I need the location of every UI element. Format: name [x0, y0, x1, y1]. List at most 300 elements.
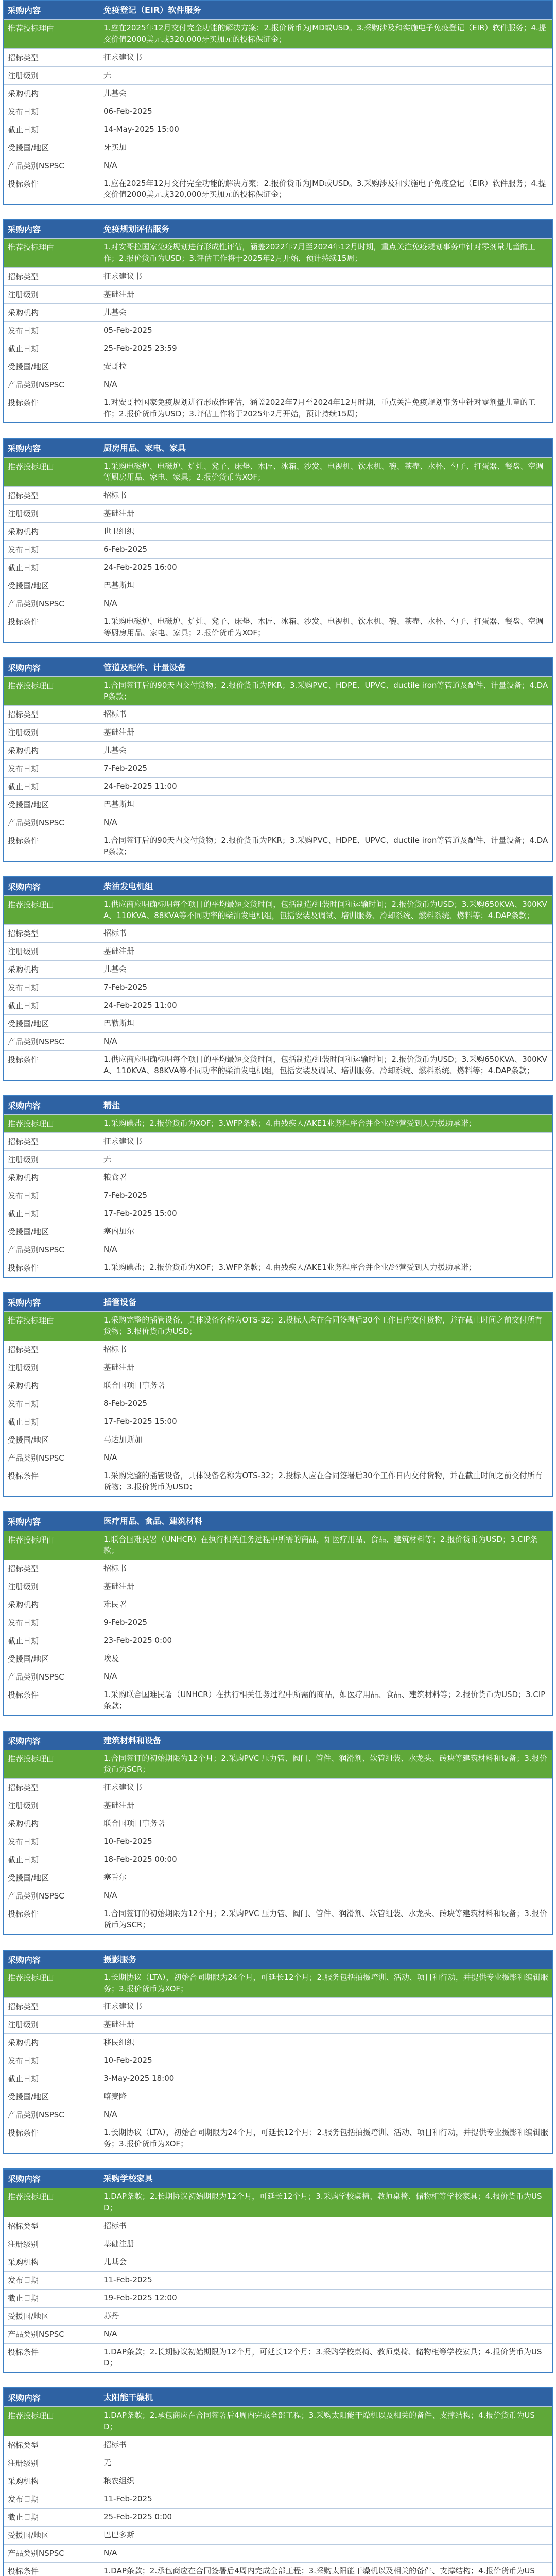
- content-value: 建筑材料和设备: [103, 1735, 162, 1745]
- category-row: [4, 157, 552, 175]
- category-value: N/A: [103, 379, 117, 389]
- type-row: [4, 267, 552, 285]
- level-label: 注册级别: [4, 67, 99, 84]
- content-row: [4, 439, 552, 457]
- published-label: 发布日期: [4, 2490, 99, 2508]
- content-row: [4, 1293, 552, 1311]
- procurement-record: [3, 219, 553, 423]
- reason-label: 推荐投标理由: [4, 1312, 99, 1341]
- published-row: [4, 321, 552, 340]
- level-value: 基础注册: [103, 727, 135, 737]
- region-value: 巴巴多斯: [103, 2530, 135, 2539]
- reason-row: [4, 1531, 552, 1560]
- type-row: [4, 1560, 552, 1578]
- region-row: [4, 795, 552, 814]
- level-label: 注册级别: [4, 505, 99, 522]
- level-row: [4, 285, 552, 303]
- level-label: 注册级别: [4, 1797, 99, 1815]
- type-row: [4, 705, 552, 723]
- content-value: 采购学校家具: [103, 2173, 153, 2183]
- procurement-record: [3, 2168, 553, 2373]
- region-label: 受援国/地区: [4, 358, 99, 376]
- org-label: 采购机构: [4, 85, 99, 103]
- org-label: 采购机构: [4, 2034, 99, 2052]
- deadline-value: 24-Feb-2025 16:00: [103, 563, 177, 572]
- level-label: 注册级别: [4, 286, 99, 303]
- category-row: [4, 2106, 552, 2124]
- reason-row: [4, 238, 552, 267]
- content-label: 采购内容: [4, 2388, 99, 2406]
- level-row: [4, 723, 552, 741]
- terms-label: 投标条件: [4, 1467, 99, 1496]
- org-row: [4, 960, 552, 978]
- reason-label: 推荐投标理由: [4, 1750, 99, 1779]
- region-value: 埃及: [103, 1654, 119, 1663]
- org-row: [4, 2033, 552, 2052]
- region-value: 巴基斯坦: [103, 800, 135, 809]
- category-row: [4, 814, 552, 832]
- terms-row: [4, 175, 552, 204]
- content-label: 采购内容: [4, 220, 99, 238]
- org-label: 采购机构: [4, 2472, 99, 2490]
- procurement-record: [3, 1292, 553, 1497]
- org-value: 世卫组织: [103, 527, 135, 536]
- level-value: 基础注册: [103, 1801, 135, 1810]
- published-row: [4, 103, 552, 121]
- published-label: 发布日期: [4, 103, 99, 121]
- content-label: 采购内容: [4, 877, 99, 895]
- deadline-value: 25-Feb-2025 23:59: [103, 343, 177, 353]
- reason-value: 1.采购完整的插管设备，具体设备名称为OTS-32；2.投标人应在合同签署后30个工作日内交付货物，并在截止时间之前交付所有货物；3.报价货币为USD；: [103, 1315, 543, 1336]
- category-label: 产品类别NSPSC: [4, 1241, 99, 1259]
- region-label: 受援国/地区: [4, 2088, 99, 2106]
- content-row: [4, 220, 552, 238]
- category-label: 产品类别NSPSC: [4, 376, 99, 394]
- deadline-row: [4, 1632, 552, 1650]
- terms-row: [4, 1050, 552, 1080]
- published-row: [4, 978, 552, 996]
- type-label: 招标类型: [4, 268, 99, 285]
- level-row: [4, 1797, 552, 1815]
- terms-value: 1.长期协议（LTA），初始合同期限为24个月，可延长12个月；2.服务包括拍摄培训、活动、项目和行动，并提供专业摄影和编辑服务；3.报价货币为XOF；: [103, 2128, 548, 2149]
- level-value: 基础注册: [103, 509, 135, 518]
- level-label: 注册级别: [4, 1359, 99, 1377]
- deadline-row: [4, 996, 552, 1014]
- content-label: 采购内容: [4, 1293, 99, 1311]
- category-value: N/A: [103, 818, 117, 827]
- deadline-row: [4, 1851, 552, 1869]
- org-row: [4, 1815, 552, 1833]
- type-row: [4, 2217, 552, 2235]
- reason-label: 推荐投标理由: [4, 677, 99, 706]
- type-value: 征求建议书: [103, 271, 143, 281]
- terms-value: 1.DAP条款；2.承包商应在合同签署后4周内完成全部工程；3.采购太阳能干燥机以及相关的备件、支撑结构；4.报价货币为US: [103, 2566, 535, 2575]
- published-value: 9-Feb-2025: [103, 1618, 148, 1627]
- published-value: 7-Feb-2025: [103, 1191, 148, 1200]
- terms-label: 投标条件: [4, 613, 99, 642]
- terms-row: [4, 2562, 552, 2576]
- content-row: [4, 1096, 552, 1114]
- type-row: [4, 924, 552, 942]
- deadline-value: 17-Feb-2025 15:00: [103, 1209, 177, 1218]
- deadline-row: [4, 121, 552, 139]
- deadline-value: 24-Feb-2025 11:00: [103, 782, 177, 791]
- published-row: [4, 540, 552, 558]
- content-value: 太阳能干燥机: [103, 2393, 153, 2403]
- level-value: 基础注册: [103, 2020, 135, 2029]
- region-label: 受援国/地区: [4, 1223, 99, 1241]
- org-row: [4, 741, 552, 759]
- published-value: 7-Feb-2025: [103, 982, 148, 992]
- procurement-record: [3, 1511, 553, 1716]
- published-label: 发布日期: [4, 1395, 99, 1413]
- reason-value: 1.合同签订的初始期限为12个月；2.采购PVC 压力管、阀门、管件、润滑剂、软管组装、水龙头、砖块等建筑材料和设备；3.报价货币为SCR；: [103, 1753, 547, 1774]
- category-row: [4, 376, 552, 394]
- org-value: 儿基会: [103, 307, 127, 317]
- deadline-label: 截止日期: [4, 340, 99, 358]
- category-row: [4, 1032, 552, 1050]
- content-value: 免疫登记（EIR）软件服务: [103, 5, 201, 15]
- procurement-record: [3, 0, 553, 205]
- category-value: N/A: [103, 2110, 117, 2120]
- reason-row: [4, 676, 552, 706]
- level-label: 注册级别: [4, 2235, 99, 2253]
- region-label: 受援国/地区: [4, 1869, 99, 1887]
- deadline-label: 截止日期: [4, 121, 99, 139]
- reason-value: 1.DAP条款；2.长期协议初始期限为12个月，可延长12个月；3.采购学校桌椅、教师桌椅、储物柜等学校家具；4.报价货币为USD；: [103, 2192, 542, 2212]
- type-value: 招标书: [103, 928, 127, 938]
- published-value: 6-Feb-2025: [103, 545, 148, 554]
- level-row: [4, 66, 552, 84]
- level-label: 注册级别: [4, 1151, 99, 1168]
- published-value: 10-Feb-2025: [103, 1837, 152, 1846]
- category-row: [4, 595, 552, 613]
- region-value: 安哥拉: [103, 361, 127, 371]
- type-label: 招标类型: [4, 1998, 99, 2015]
- level-row: [4, 1578, 552, 1596]
- region-value: 巴勒斯坦: [103, 1019, 135, 1028]
- type-value: 征求建议书: [103, 52, 143, 62]
- terms-value: 1.应在2025年12月交付完全功能的解决方案；2.报价货币为JMD或USD。3.采购涉及和实施电子免疫登记（EIR）软件服务；4.提交价值2000美元或320,000牙买加元的投标保证金；: [103, 178, 546, 199]
- reason-row: [4, 2188, 552, 2217]
- terms-value: 1.采购完整的插管设备，具体设备名称为OTS-32；2.投标人应在合同签署后30个工作日内交付货物，并在截止时间之前交付所有货物；3.报价货币为USD；: [103, 1470, 543, 1492]
- procurement-record: [3, 657, 553, 862]
- type-value: 招标书: [103, 2221, 127, 2230]
- published-row: [4, 2490, 552, 2508]
- region-label: 受援国/地区: [4, 1015, 99, 1032]
- deadline-value: 14-May-2025 15:00: [103, 124, 179, 134]
- content-label: 采购内容: [4, 439, 99, 457]
- type-value: 征求建议书: [103, 1783, 143, 1792]
- category-row: [4, 1241, 552, 1259]
- org-row: [4, 2472, 552, 2490]
- procurement-record: [3, 438, 553, 642]
- org-value: 粮食署: [103, 1173, 127, 1182]
- published-row: [4, 1395, 552, 1413]
- region-label: 受援国/地区: [4, 577, 99, 595]
- published-value: 11-Feb-2025: [103, 2494, 152, 2503]
- reason-label: 推荐投标理由: [4, 2188, 99, 2217]
- published-row: [4, 1833, 552, 1851]
- content-row: [4, 1732, 552, 1750]
- region-label: 受援国/地区: [4, 1431, 99, 1449]
- reason-label: 推荐投标理由: [4, 896, 99, 925]
- region-label: 受援国/地区: [4, 796, 99, 814]
- type-label: 招标类型: [4, 487, 99, 504]
- terms-label: 投标条件: [4, 175, 99, 204]
- terms-row: [4, 1905, 552, 1934]
- reason-value: 1.长期协议（LTA），初始合同期限为24个月，可延长12个月；2.服务包括拍摄培训、活动、项目和行动，并提供专业摄影和编辑服务；3.报价货币为XOF；: [103, 1972, 548, 1993]
- deadline-label: 截止日期: [4, 2509, 99, 2526]
- content-row: [4, 1, 552, 19]
- type-value: 招标书: [103, 1344, 127, 1354]
- terms-value: 1.对安哥拉国家免疫规划进行形成性评估，涵盖2022年7月至2024年12月时期，重点关注免疫规划事务中针对零剂量儿童的工作；2.报价货币为USD；3.评估工作将于2025年2月开始，预计持续15周；: [103, 397, 536, 418]
- level-value: 基础注册: [103, 289, 135, 299]
- terms-label: 投标条件: [4, 1259, 99, 1277]
- region-value: 喀麦隆: [103, 2092, 127, 2102]
- org-row: [4, 522, 552, 540]
- deadline-row: [4, 2289, 552, 2307]
- type-label: 招标类型: [4, 706, 99, 723]
- org-row: [4, 1168, 552, 1187]
- content-label: 采购内容: [4, 1096, 99, 1114]
- org-value: 儿基会: [103, 964, 127, 974]
- procurement-record: [3, 876, 553, 1081]
- level-row: [4, 2015, 552, 2033]
- published-value: 8-Feb-2025: [103, 1398, 148, 1408]
- org-row: [4, 1377, 552, 1395]
- type-row: [4, 1341, 552, 1359]
- type-label: 招标类型: [4, 2217, 99, 2235]
- published-value: 05-Feb-2025: [103, 325, 152, 335]
- category-value: N/A: [103, 1891, 117, 1901]
- published-label: 发布日期: [4, 2052, 99, 2070]
- category-label: 产品类别NSPSC: [4, 595, 99, 613]
- published-label: 发布日期: [4, 1187, 99, 1205]
- category-label: 产品类别NSPSC: [4, 1887, 99, 1905]
- region-row: [4, 2088, 552, 2106]
- content-value: 柴油发电机组: [103, 881, 153, 891]
- terms-label: 投标条件: [4, 2563, 99, 2576]
- deadline-label: 截止日期: [4, 1851, 99, 1869]
- org-value: 儿基会: [103, 88, 127, 98]
- type-label: 招标类型: [4, 1560, 99, 1578]
- region-value: 巴基斯坦: [103, 581, 135, 590]
- terms-label: 投标条件: [4, 1686, 99, 1715]
- published-row: [4, 759, 552, 777]
- region-value: 马达加斯加: [103, 1434, 143, 1444]
- reason-row: [4, 19, 552, 48]
- type-label: 招标类型: [4, 49, 99, 66]
- published-value: 10-Feb-2025: [103, 2056, 152, 2065]
- published-row: [4, 1187, 552, 1205]
- published-label: 发布日期: [4, 322, 99, 340]
- deadline-label: 截止日期: [4, 997, 99, 1014]
- deadline-label: 截止日期: [4, 1413, 99, 1431]
- content-label: 采购内容: [4, 1732, 99, 1750]
- content-value: 厨房用品、家电、家具: [103, 443, 186, 453]
- type-value: 招标书: [103, 1564, 127, 1573]
- org-value: 移民组织: [103, 2038, 135, 2047]
- type-row: [4, 1132, 552, 1150]
- terms-row: [4, 1259, 552, 1277]
- level-value: 基础注册: [103, 1362, 135, 1372]
- category-row: [4, 1668, 552, 1686]
- level-value: 基础注册: [103, 1582, 135, 1591]
- reason-value: 1.采购碘盐；2.报价货币为XOF；3.WFP条款；4.由残疾人/AKE1业务程序合并企业/经营受到人力援助承诺；: [103, 1118, 476, 1128]
- content-value: 精盐: [103, 1100, 120, 1110]
- region-row: [4, 358, 552, 376]
- org-label: 采购机构: [4, 1596, 99, 1614]
- type-row: [4, 1997, 552, 2015]
- deadline-row: [4, 2508, 552, 2526]
- published-row: [4, 2271, 552, 2289]
- type-row: [4, 486, 552, 504]
- terms-row: [4, 832, 552, 861]
- reason-label: 推荐投标理由: [4, 239, 99, 267]
- level-row: [4, 1150, 552, 1168]
- org-value: 儿基会: [103, 2257, 127, 2266]
- org-label: 采购机构: [4, 1377, 99, 1395]
- region-value: 塞舌尔: [103, 1873, 127, 1883]
- content-label: 采购内容: [4, 658, 99, 676]
- published-label: 发布日期: [4, 541, 99, 558]
- terms-label: 投标条件: [4, 832, 99, 861]
- reason-value: 1.联合国难民署（UNHCR）在执行相关任务过程中所需的商品，如医疗用品、食品、建筑材料等；2.报价货币为USD；3.CIP条款；: [103, 1534, 538, 1555]
- region-row: [4, 1869, 552, 1887]
- reason-row: [4, 1750, 552, 1779]
- level-label: 注册级别: [4, 724, 99, 741]
- content-value: 管道及配件、计量设备: [103, 662, 186, 672]
- category-label: 产品类别NSPSC: [4, 2106, 99, 2124]
- category-row: [4, 2544, 552, 2562]
- category-row: [4, 1887, 552, 1905]
- deadline-row: [4, 1413, 552, 1431]
- terms-value: 1.合同签订后的90天内交付货物；2.报价货币为PKR；3.采购PVC、HDPE、UPVC、ductile iron等管道及配件、计量设备；4.DAP条款；: [103, 836, 548, 856]
- level-row: [4, 1359, 552, 1377]
- org-label: 采购机构: [4, 742, 99, 759]
- level-value: 无: [103, 2458, 112, 2467]
- reason-value: 1.对安哥拉国家免疫规划进行形成性评估，涵盖2022年7月至2024年12月时期，重点关注免疫规划事务中针对零剂量儿童的工作；2.报价货币为USD；3.评估工作将于2025年2月开始，预计持续15周；: [103, 242, 536, 263]
- terms-row: [4, 1467, 552, 1496]
- category-label: 产品类别NSPSC: [4, 1449, 99, 1467]
- region-label: 受援国/地区: [4, 2308, 99, 2325]
- region-row: [4, 2307, 552, 2325]
- type-value: 征求建议书: [103, 1137, 143, 1146]
- deadline-label: 截止日期: [4, 778, 99, 795]
- procurement-record: [3, 2387, 553, 2576]
- deadline-row: [4, 340, 552, 358]
- type-label: 招标类型: [4, 2436, 99, 2454]
- region-row: [4, 1650, 552, 1668]
- terms-label: 投标条件: [4, 2124, 99, 2153]
- reason-label: 推荐投标理由: [4, 1115, 99, 1132]
- category-value: N/A: [103, 1452, 117, 1462]
- terms-row: [4, 2124, 552, 2153]
- deadline-row: [4, 2070, 552, 2088]
- reason-label: 推荐投标理由: [4, 2407, 99, 2436]
- category-label: 产品类别NSPSC: [4, 2545, 99, 2562]
- deadline-value: 18-Feb-2025 00:00: [103, 1855, 177, 1865]
- deadline-row: [4, 558, 552, 577]
- published-label: 发布日期: [4, 1614, 99, 1632]
- category-row: [4, 1449, 552, 1467]
- category-value: N/A: [103, 599, 117, 608]
- category-label: 产品类别NSPSC: [4, 814, 99, 832]
- org-label: 采购机构: [4, 1169, 99, 1187]
- level-label: 注册级别: [4, 2454, 99, 2472]
- region-label: 受援国/地区: [4, 139, 99, 157]
- level-label: 注册级别: [4, 1578, 99, 1596]
- org-value: 粮农组织: [103, 2476, 135, 2485]
- org-row: [4, 2253, 552, 2271]
- category-value: N/A: [103, 160, 117, 170]
- org-value: 儿基会: [103, 745, 127, 755]
- org-label: 采购机构: [4, 961, 99, 978]
- level-row: [4, 504, 552, 522]
- region-row: [4, 2526, 552, 2544]
- org-label: 采购机构: [4, 523, 99, 540]
- deadline-label: 截止日期: [4, 1632, 99, 1650]
- region-row: [4, 1014, 552, 1032]
- reason-label: 推荐投标理由: [4, 1969, 99, 1998]
- level-row: [4, 2235, 552, 2253]
- content-row: [4, 877, 552, 895]
- terms-label: 投标条件: [4, 2344, 99, 2372]
- reason-value: 1.合同签订后的90天内交付货物；2.报价货币为PKR；3.采购PVC、HDPE、UPVC、ductile iron等管道及配件、计量设备；4.DAP条款；: [103, 680, 548, 701]
- published-label: 发布日期: [4, 979, 99, 996]
- terms-value: 1.合同签订的初始期限为12个月；2.采购PVC 压力管、阀门、管件、润滑剂、软管组装、水龙头、砖块等建筑材料和设备；3.报价货币为SCR；: [103, 1909, 547, 1929]
- content-row: [4, 1951, 552, 1969]
- deadline-label: 截止日期: [4, 2070, 99, 2088]
- category-label: 产品类别NSPSC: [4, 1668, 99, 1686]
- reason-value: 1.采购电磁炉、电磁炉、炉灶、凳子、床垫、木匠、冰箱、沙发、电视机、饮水机、碗、茶壶、水杯、勺子、打蛋器、餐盘、空调等厨房用品、家电、家具；2.报价货币为XOF；: [103, 461, 544, 482]
- type-label: 招标类型: [4, 1133, 99, 1150]
- type-value: 招标书: [103, 709, 127, 719]
- region-row: [4, 1223, 552, 1241]
- reason-row: [4, 1969, 552, 1998]
- level-value: 基础注册: [103, 2239, 135, 2248]
- type-label: 招标类型: [4, 1341, 99, 1359]
- org-value: 联合国项目事务署: [103, 1380, 166, 1390]
- published-value: 06-Feb-2025: [103, 106, 152, 116]
- reason-row: [4, 1311, 552, 1341]
- deadline-value: 3-May-2025 18:00: [103, 2074, 175, 2083]
- category-label: 产品类别NSPSC: [4, 2326, 99, 2343]
- procurement-record: [3, 1950, 553, 2154]
- reason-label: 推荐投标理由: [4, 20, 99, 48]
- deadline-value: 19-Feb-2025 12:00: [103, 2293, 177, 2302]
- published-label: 发布日期: [4, 1833, 99, 1851]
- terms-label: 投标条件: [4, 1051, 99, 1080]
- published-value: 11-Feb-2025: [103, 2275, 152, 2284]
- content-row: [4, 658, 552, 676]
- terms-label: 投标条件: [4, 1905, 99, 1934]
- deadline-label: 截止日期: [4, 1205, 99, 1223]
- region-value: 牙买加: [103, 142, 127, 152]
- org-value: 难民署: [103, 1600, 127, 1609]
- deadline-label: 截止日期: [4, 559, 99, 577]
- type-value: 招标书: [103, 2439, 127, 2449]
- deadline-row: [4, 777, 552, 795]
- deadline-label: 截止日期: [4, 2290, 99, 2307]
- type-label: 招标类型: [4, 1779, 99, 1797]
- level-row: [4, 942, 552, 960]
- procurement-record: [3, 1095, 553, 1278]
- reason-row: [4, 1114, 552, 1132]
- org-row: [4, 303, 552, 321]
- terms-row: [4, 2343, 552, 2372]
